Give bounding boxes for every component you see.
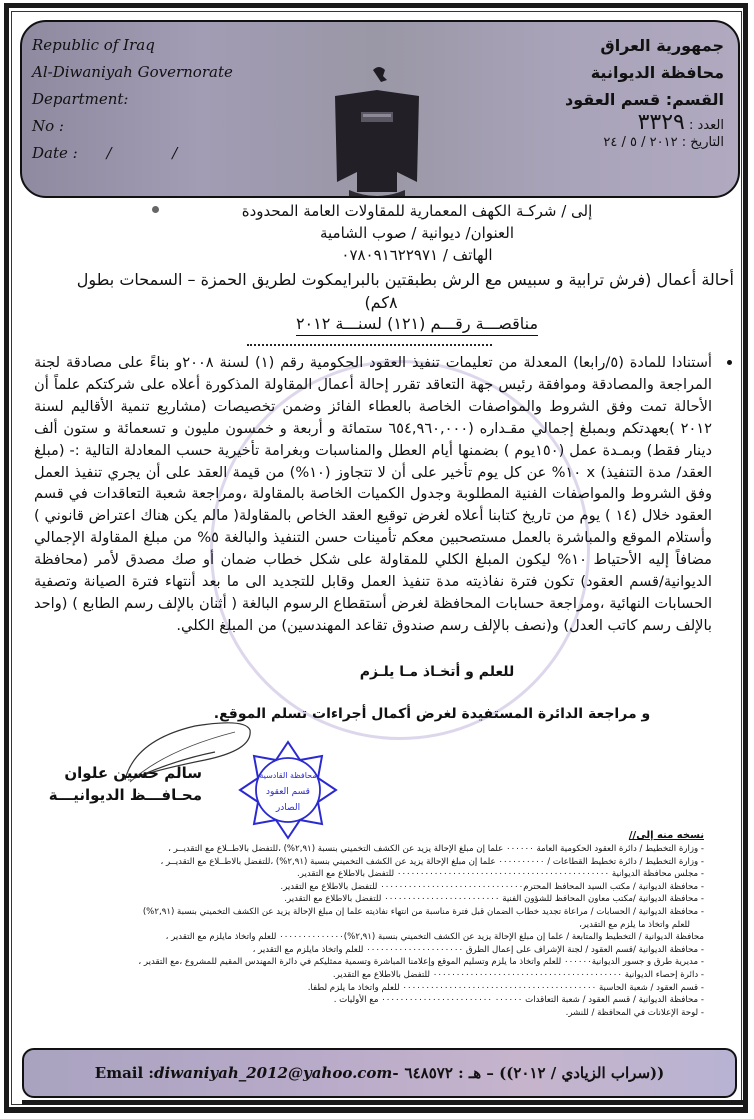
letterhead-arabic: [565, 32, 724, 153]
governorate-ar: محافظة الديوانية: [590, 63, 724, 82]
cc-item: - محافظة الديوانية / مكتب السيد المحافظ المحترم٠٠٠٠٠٠٠٠٠٠٠٠٠٠٠٠٠٠٠٠٠٠٠٠٠٠٠٠٠٠٠ للتفضل بالاطلاع مع التقدير.: [280, 881, 704, 892]
signatory-title: محـافـــظ الديوانيـــة: [48, 786, 202, 804]
cc-item: - محافظة الديوانية /قسم العقود / لجنة الإشراف على إعمال الطرق ٠٠٠٠٠٠٠٠٠٠٠٠٠٠٠٠٠٠٠٠٠ للعلم واتخاذ مايلزم مع التقدير ،: [252, 944, 704, 955]
cc-item: محافظة الديوانية / التخطيط والمتابعة / علما إن مبلغ الإحالة يزيد عن الكشف التخميني بنسبة (٢,٩١%)٠٠٠٠٠٠٠٠٠٠٠٠٠٠ للعلم واتخاذ مايلزم مع التقدير ،: [165, 932, 704, 943]
department-ar: القسم: قسم العقود: [565, 90, 724, 109]
subject-block: [28, 268, 734, 314]
subject-line-1: أحالة أعمال (فرش ترابية و سبيس مع الرش بطبقتين بالبرايمكوت لطريق الحمزة – السمحات بطول: [76, 270, 734, 289]
cc-item: - مديرية طرق و جسور الديوانية٠٠٠٠٠٠ للعلم واتخاذ ما يلزم وتسليم الموقع وإعلامنا المباشرة وتسمية ممثليكم في دائرة المهندس المقيم للمشروع ،مع التقدير ،: [138, 957, 704, 968]
letterhead-header: [20, 20, 740, 198]
tender-number: [100, 314, 734, 336]
eagle-emblem-icon: [327, 62, 427, 198]
tender-title: مناقصـــة رقـــم (١٢١) لسنـــة ٢٠١٢: [296, 314, 538, 336]
cc-item: - مجلس محافظة الديوانية ٠٠٠٠٠٠٠٠٠٠٠٠٠٠٠٠٠٠٠٠٠٠٠٠٠٠٠٠٠٠٠٠٠٠٠٠٠٠٠٠٠٠٠٠٠٠ للتفضل بالاطلاع مع التقدير.: [297, 869, 704, 880]
country-en: Republic of Iraq: [32, 36, 155, 54]
addressee-block: [100, 200, 734, 266]
letter-number: ٣٣٢٩: [637, 110, 685, 135]
addressee-address: العنوان/ ديوانية / صوب الشامية: [319, 224, 515, 242]
footer-contact-bar: [22, 1048, 737, 1098]
number-label-en: No :: [32, 117, 64, 135]
signatory-name: سالم حسين علوان: [64, 764, 202, 782]
letter-date: ٢٠١٢ / ٥ / ٢٤: [603, 135, 678, 150]
email-link[interactable]: diwaniyah_2012@yahoo.com: [153, 1064, 393, 1082]
addressee-company: إلى / شركـة الكهف المعمارية للمقاولات العامة المحدودة: [241, 202, 593, 220]
bullet-icon: [727, 360, 732, 365]
addressee-phone: الهاتف / ٠٧٨٠٩١٦٢٢٩٧١: [341, 246, 493, 264]
date-label-en: Date :: [32, 144, 78, 162]
footer-phone-ref: ((سراب الزيادي / ٢٠١٢)) – هـ : ٦٤٨٥٧٢: [404, 1064, 665, 1082]
cc-item: - محافظة الديوانية / قسم العقود / شعبة التعاقدات ٠٠٠٠٠٠ ٠٠٠٠٠٠٠٠٠٠٠٠٠٠٠٠٠٠٠٠٠٠٠٠ مع الأوليات .: [333, 995, 704, 1006]
cc-item: - لوحة الإعلانات في المحافظة / للنشر.: [565, 1007, 704, 1018]
letterhead-english: [32, 32, 233, 167]
cc-item: - وزارة التخطيط / دائرة تخطيط القطاعات / ٠٠٠٠٠٠٠٠٠٠ علما إن مبلغ الإحالة يزيد عن الكشف التخميني بنسبة (٢,٩١%) ،للتفضل بالاطــلاع مع التقديــر ،: [160, 856, 704, 867]
cc-item: للعلم واتخاذ ما يلزم مع التقدير،: [579, 919, 690, 930]
official-seal-icon: [238, 740, 338, 840]
cc-title: نسخه منه إلى//: [628, 830, 704, 841]
number-row-ar: [565, 110, 724, 135]
cc-item: - دائرة إحصاء الديوانية ٠٠٠٠٠٠٠٠٠٠٠٠٠٠٠٠٠٠٠٠٠٠٠٠٠٠٠٠٠٠٠٠٠٠٠٠٠٠٠٠٠ للتفضل بالاطلاع مع التقدير.: [332, 969, 704, 980]
body-paragraph: أستنادا للمادة (٥/رابعا) المعدلة من تعليمات تنفيذ العقود الحكومية رقم (١) لسنة ٢٠٠٨و بناءً على مصادقة لجنة المراجعة والمصادقة وموافقة رئيس جهة التعاقد تقرر إحالة أعمال المقاولة المذكورة أعلاه على شركتكم علماً أن الأحالة تمت وفق الشروط والمواصفات الخاصة بالعطاء الفائز وضمن تخصيصات (مشاريع تنمية الأقاليم لسنة ٢٠١٢ )بعهدتكم وبمبلغ إجمالي مقـداره (٦٥٤,٩٦٠,٠٠٠ ستمائة و أربعة و خمسون مليون و تسعمائة و ستون ألف دينار فقط) وبمـدة عمل (١٥٠يوم ) بضمنها أيام العطل والمناسبات وبغرامة تأخيرية حسب المعادلة التالية :- (مبلغ العقد/ مدة التنفيذ) x ١٠% عن كل يوم تأخير على أن لا تتجاوز (١٠%) من قيمة العقد على أن يجري تنفيذ العمل وفق الشروط والمواصفات الفنية المطلوبة وجدول الكميات الخاصة بالمقاولة ،ومراجعة شعبة التعاقدات في قسم العقود خلال (١٤ ) يوم من تاريخ كتابنا أعلاه لغرض توقيع العقد الخاص بالمقاولة( مالم يكن هناك اعتراض قانوني ) وأستلام الموقع والمباشرة بالعمل مستصحبين معكم تأمينات حسن التنفيذ والبالغة ٥% من مبلغ المقاولة الإجمالي مضافاً إليه الأحتياط ١٠% ليكون المبلغ الكلي للمقاولة على شكل خطاب ضمان أو صك مصدق لأمر (محافظة الديوانية/قسم العقود) تكون فترة نفاذيته مدة تنفيذ العمل وقابل للتجديد الى ما بعد أنتهاء فترة الصيانة وتصفية الحسابات النهائية ،ومراجعة حسابات المحافظة لغرض أستقطاع الرسوم البالغة ( أثنان بالإلف رسم الطابع ) (واحد بالإلف رسم كاتب العدل) و(نصف بالإلف رسم صندوق تقاعد المهندسين) من المبلغ الكلي.: [34, 354, 712, 634]
department-label-en: Department:: [32, 90, 129, 108]
closing-line-1: للعلم و أتخـاذ مـا يلـزم: [359, 664, 515, 680]
number-label-ar: العدد :: [689, 118, 724, 133]
date-slashes-en: / /: [106, 144, 206, 162]
cc-list: [90, 829, 704, 1019]
cc-item: - محافظة الديوانية / الحسابات / مراعاة تجديد خطاب الضمان قبل فترة مناسبة من انتهاء نفاذيته علما إن مبلغ الإحالة يزيد عن الكشف التخميني بنسبة (٢,٩١%): [142, 906, 704, 917]
cc-item: - وزارة التخطيط / دائرة العقود الحكومية العامة ٠٠٠٠٠٠ علما إن مبلغ الإحالة يزيد عن الكشف التخميني بنسبة (٢,٩١%) ،للتفضل بالاطــلاع مع التقديــر ،: [168, 844, 704, 854]
seal-line-1: محافظة القادسية: [259, 771, 317, 780]
email-label: Email :: [94, 1064, 154, 1082]
footer-rule: [22, 1100, 746, 1105]
date-row-en: [32, 140, 233, 167]
seal-line-3: الصادر: [275, 803, 301, 813]
punch-dot: [152, 206, 159, 213]
seal-line-2: قسم العقود: [266, 787, 310, 797]
date-row-ar: [565, 133, 724, 153]
cc-item: - محافظة الديوانية /مكتب معاون المحافظ للشؤون الفنية ٠٠٠٠٠٠٠٠٠٠٠٠٠٠٠٠٠٠٠٠٠٠٠٠٠ للتفضل بالاطلاع مع التقدير.: [284, 894, 704, 905]
closing-line-2: و مراجعة الدائرة المستفيدة لغرض أكمال أجراءات تسلم الموقع.: [213, 706, 651, 722]
signatory-block: [48, 762, 202, 806]
date-label-ar: التاريخ :: [681, 135, 724, 150]
dotted-separator: [247, 344, 492, 346]
footer-separator: -: [392, 1064, 399, 1082]
governorate-en: Al-Diwaniyah Governorate: [32, 63, 233, 81]
cc-item: - قسم العقود / شعبة الحاسبة ٠٠٠٠٠٠٠٠٠٠٠٠٠٠٠٠٠٠٠٠٠٠٠٠٠٠٠٠٠٠٠٠٠٠٠٠٠٠٠٠٠٠ للعلم واتخاذ ما يلزم لطفا.: [307, 982, 704, 993]
subject-line-2: ٨كم): [364, 293, 398, 312]
country-ar: جمهورية العراق: [600, 36, 724, 55]
